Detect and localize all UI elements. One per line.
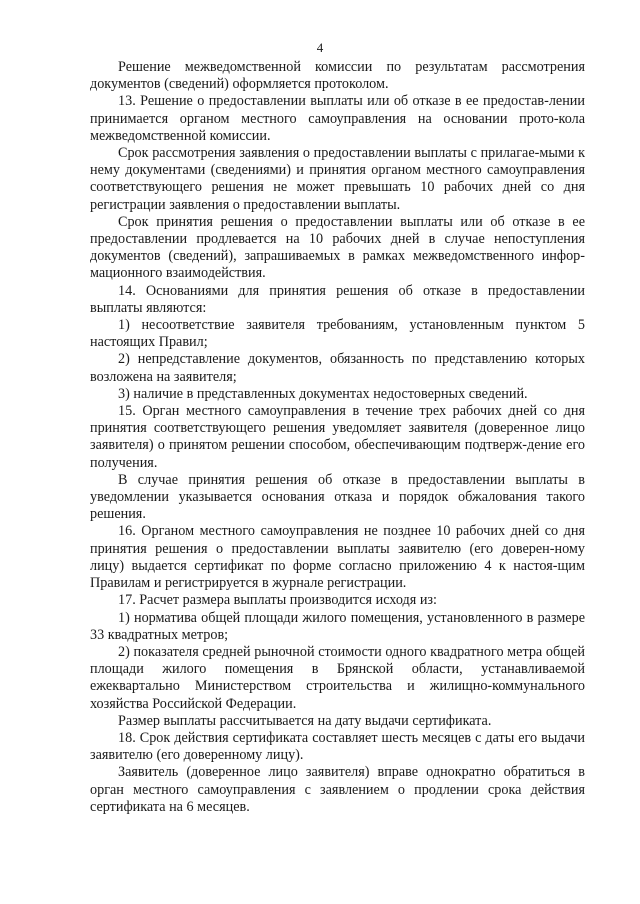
list-item: 1) несоответствие заявителя требованиям, установленным пунктом 5 настоящих Правил;: [90, 317, 585, 351]
document-body: [90, 59, 585, 816]
paragraph: 18. Срок действия сертификата составляет шесть месяцев с даты его выдачи заявителю (его доверенному лицу).: [90, 729, 585, 764]
paragraph: Решение межведомственной комиссии по результатам рассмотрения документов (сведений) оформляется протоколом.: [90, 59, 585, 93]
paragraph: 14. Основаниями для принятия решения об отказе в предоставлении выплаты являются:: [90, 282, 585, 316]
list-item: 2) показателя средней рыночной стоимости одного квадратного метра общей площади жилого помещения в Брянской области, устанавливаемой ежеквартально Министерством строительства и жилищно-коммунального хозяйства Российской Федерации.: [90, 643, 585, 712]
paragraph: Размер выплаты рассчитывается на дату выдачи сертификата.: [118, 712, 492, 729]
paragraph: 16. Органом местного самоуправления не позднее 10 рабочих дней со дня принятия решения о предоставлении выплаты заявителю (его доверен-ному лицу) выдается сертификат по форме согласно приложению 4 к настоя-щим Правилам и регистрируется в журнале регистрации.: [90, 523, 585, 592]
list-item: 1) норматива общей площади жилого помещения, установленного в размере 33 квадратных метров;: [90, 609, 585, 643]
paragraph: 13. Решение о предоставлении выплаты или об отказе в ее предостав-лении принимается органом местного самоуправления на основании прото-кола межведомственной комиссии.: [90, 93, 585, 144]
paragraph: Заявитель (доверенное лицо заявителя) вправе однократно обратиться в орган местного самоуправления с заявлением о продлении срока действия сертификата на 6 месяцев.: [90, 764, 585, 815]
paragraph: Срок принятия решения о предоставлении выплаты или об отказе в ее предоставлении продлевается на 10 рабочих дней в случае непоступления документов (сведений), запрашиваемых в рамках межведомственного инфор-мационного взаимодействия.: [90, 213, 585, 282]
list-item: 2) непредставление документов, обязанность по представлению которых возложена на заявителя;: [90, 351, 585, 385]
paragraph: В случае принятия решения об отказе в предоставлении выплаты в уведомлении указывается основания отказа и порядок обжалования такого решения.: [90, 471, 585, 523]
list-item: 3) наличие в представленных документах недостоверных сведений.: [118, 385, 528, 402]
page-number: 4: [316, 40, 324, 55]
paragraph: Срок рассмотрения заявления о предоставлении выплаты с прилагае-мыми к нему документами (сведениями) и принятия органом местного самоуправления соответствующего решения не может превышать 10 рабочих дней со дня регистрации заявления о предоставлении выплаты.: [90, 145, 585, 213]
paragraph: 17. Расчет размера выплаты производится исходя из:: [118, 592, 437, 609]
paragraph: 15. Орган местного самоуправления в течение трех рабочих дней со дня принятия соответствующего решения уведомляет заявителя (доверенное лицо заявителя) о принятом решении способом, обеспечивающим подтверж-дение его получения.: [90, 403, 585, 471]
